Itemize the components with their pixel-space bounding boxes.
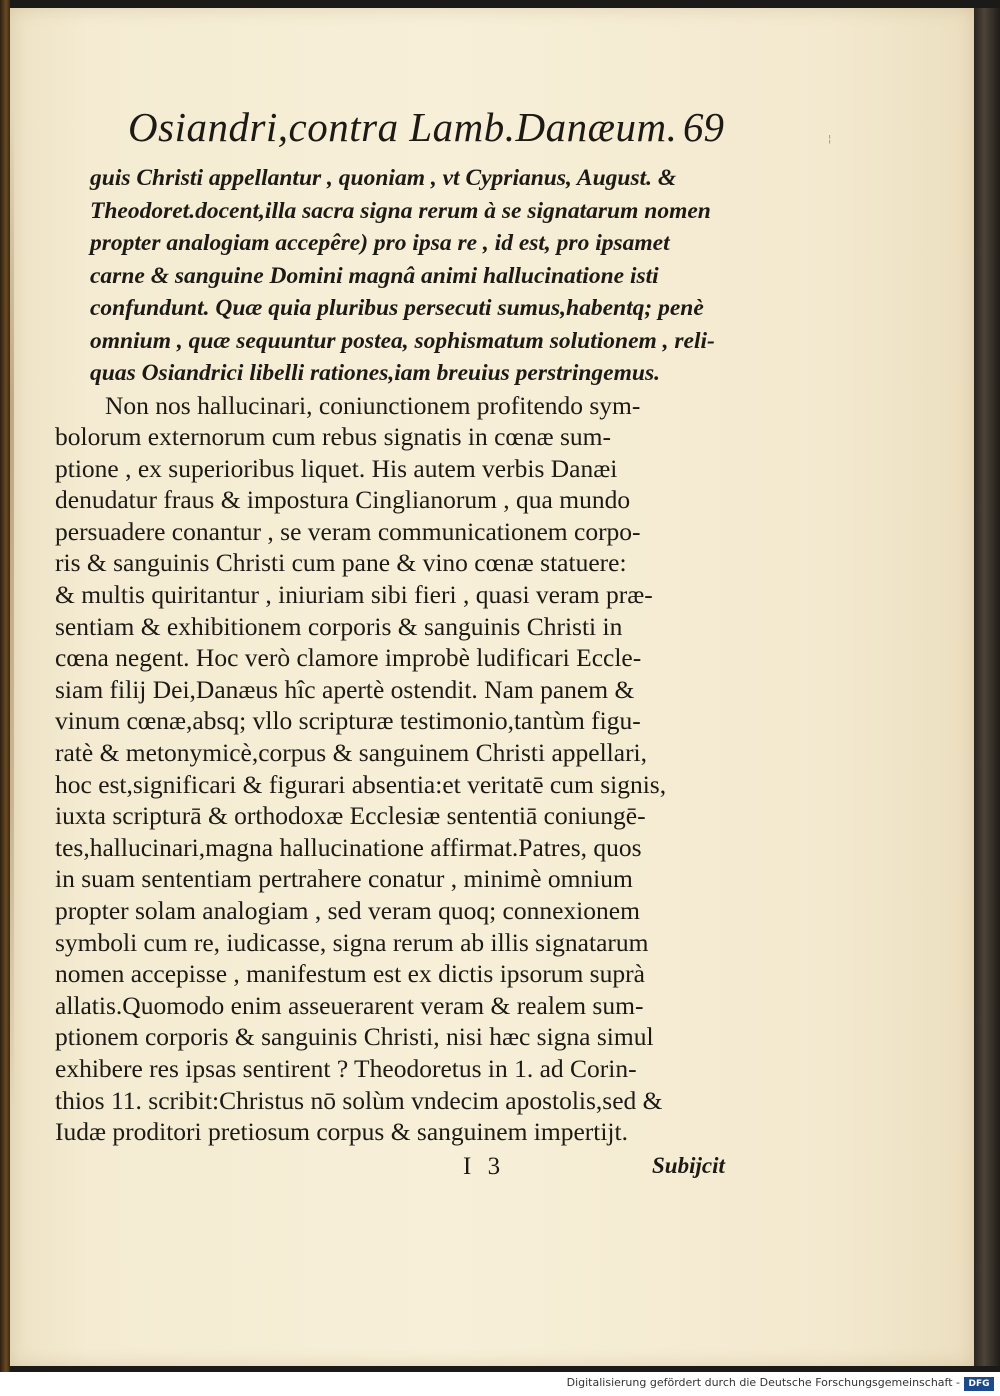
text-line: allatis.Quomodo enim asseuerarent veram & realem sum- — [55, 990, 644, 1020]
running-head: Osiandri,contra Lamb.Danæum. — [128, 104, 678, 150]
text-line: tes,hallucinari,magna hallucinatione affirmat.Patres, quos — [55, 832, 642, 862]
italic-line: confundunt. Quæ quia pluribus persecuti sumus,habentq; penè — [90, 295, 704, 321]
text-line: & multis quiritantur , iniuriam sibi fieri , quasi veram præ- — [55, 580, 653, 610]
text-line: vinum cœnæ,absq; vllo scripturæ testimonio,tantùm figu- — [55, 706, 641, 736]
text-line: ptionem corporis & sanguinis Christi, nisi hæc signa simul — [55, 1022, 654, 1052]
margin-mark: ¦ — [828, 134, 832, 145]
text-line: propter solam analogiam , sed veram quoq; connexionem — [55, 896, 640, 925]
text-line: nomen accepisse , manifestum est ex dictis ipsorum suprà — [55, 959, 645, 989]
text-line: iuxta scripturā & orthodoxæ Ecclesiæ sententiā coniungē- — [55, 801, 646, 831]
book-spine-edge — [0, 0, 10, 1372]
text-line: denudatur fraus & impostura Cinglianorum , qua mundo — [55, 485, 631, 515]
text-line: persuadere conantur , se veram communicationem corpo- — [55, 516, 641, 546]
italic-line: carne & sanguine Domini magnâ animi hallucinatione isti — [90, 262, 659, 289]
credit-bar — [0, 1372, 1000, 1396]
italic-line: guis Christi appellantur , quoniam , vt Cyprianus, August. & — [90, 165, 677, 191]
text-line: in suam sententiam pertrahere conatur , minimè omnium — [55, 864, 633, 894]
body-text — [55, 162, 745, 1148]
dfg-logo: DFG — [964, 1377, 994, 1391]
italic-line: quas Osiandrici libelli rationes,iam breuius perstringemus. — [90, 360, 660, 386]
text-line: ratè & metonymicè,corpus & sanguinem Christi appellari, — [55, 738, 648, 768]
gutter-stain — [10, 110, 14, 1110]
italic-line: omnium , quæ sequuntur postea, sophismatum solutionem , reli- — [90, 327, 715, 354]
text-line: cœna negent. Hoc verò clamore improbè ludificari Eccle- — [55, 643, 642, 673]
text-line: hoc est,significari & figurari absentia:et veritatē cum signis, — [55, 769, 667, 799]
page-number: 69 — [683, 104, 724, 150]
paragraph-first-line: Non nos hallucinari, coniunctionem profitendo sym- — [105, 390, 641, 420]
text-line: sentiam & exhibitionem corporis & sanguinis Christi in — [55, 611, 623, 641]
page-footer — [55, 1153, 770, 1187]
italic-line: Theodoret.docent,illa sacra signa rerum à se signatarum nomen — [90, 197, 711, 224]
text-line: exhibere res ipsas sentirent ? Theodoretus in 1. ad Corin- — [55, 1053, 637, 1083]
page-right-edge — [974, 8, 1000, 1366]
text-line: thios 11. scribit:Christus nō solùm vndecim apostolis,sed & — [55, 1085, 663, 1115]
catchword: Subijcit — [652, 1153, 725, 1178]
text-line: bolorum externorum cum rebus signatis in cœnæ sum- — [55, 422, 611, 452]
text-line: symboli cum re, iudicasse, signa rerum ab illis signatarum — [55, 927, 649, 957]
signature-mark: I 3 — [463, 1153, 501, 1180]
text-line: Iudæ proditori pretiosum corpus & sanguinem impertijt. — [55, 1117, 628, 1147]
funding-credit: Digitalisierung gefördert durch die Deutsche Forschungsgemeinschaft - — [566, 1376, 960, 1389]
text-line: siam filij Dei,Danæus hîc apertè ostendit. Nam panem & — [55, 674, 635, 704]
text-line: ris & sanguinis Christi cum pane & vino cœnæ statuere: — [55, 548, 627, 578]
text-line: ptione , ex superioribus liquet. His autem verbis Danæi — [55, 453, 618, 483]
italic-line: propter analogiam accepêre) pro ipsa re , id est, pro ipsamet — [90, 230, 670, 256]
